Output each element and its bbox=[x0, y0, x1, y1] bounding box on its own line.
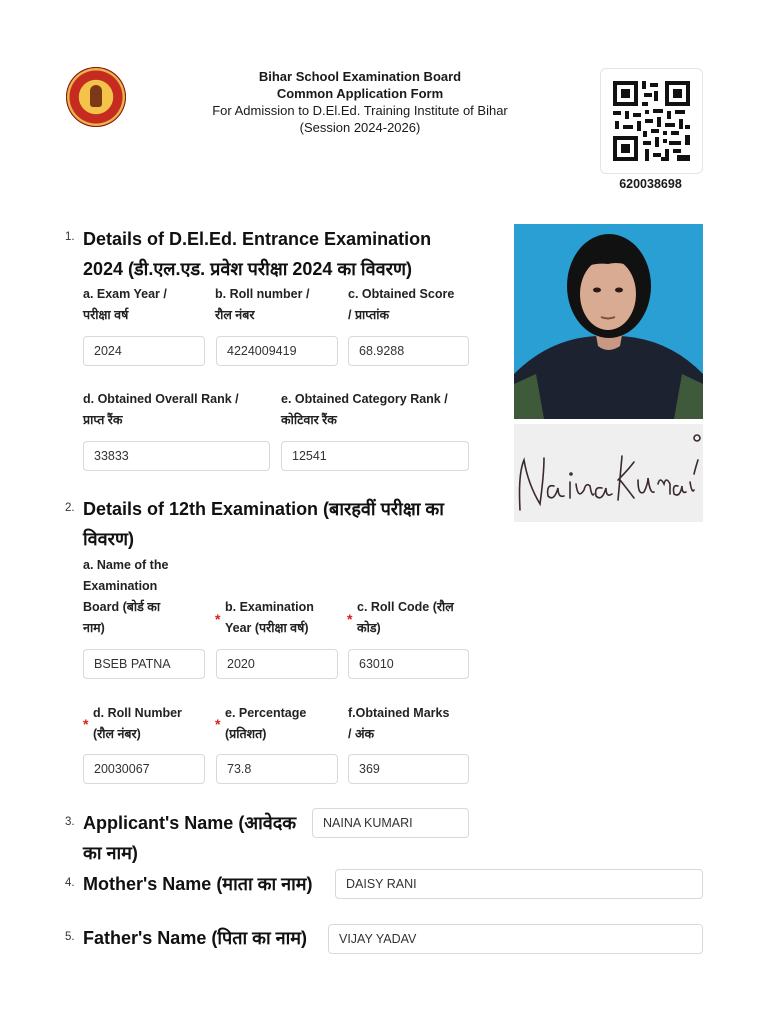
section-2-number: 2. bbox=[65, 502, 75, 514]
header-title-block bbox=[200, 68, 520, 136]
section-2-title-line2: विवरण) bbox=[83, 529, 135, 549]
obtained-marks-label: f.Obtained Marks / अंक bbox=[348, 706, 450, 741]
exam-year-12-label: b. Examination Year (परीक्षा वर्ष) bbox=[225, 600, 314, 635]
exam-year-field[interactable]: 2024 bbox=[83, 336, 205, 366]
required-marker: * bbox=[215, 716, 221, 732]
father-name-field[interactable]: VIJAY YADAV bbox=[328, 924, 703, 954]
required-marker: * bbox=[347, 611, 353, 627]
section-3-number: 3. bbox=[65, 816, 75, 828]
overall-rank-field[interactable]: 33833 bbox=[83, 441, 270, 471]
applicant-name-field[interactable]: NAINA KUMARI bbox=[312, 808, 469, 838]
category-rank-field[interactable]: 12541 bbox=[281, 441, 469, 471]
section-2-title bbox=[83, 494, 503, 554]
required-marker: * bbox=[215, 611, 221, 627]
mother-name-label: Mother's Name (माता का नाम) bbox=[83, 874, 313, 894]
section-2-title-line1: Details of 12th Examination (बारहवीं परीक्षा का bbox=[83, 499, 444, 519]
exam-board-label: a. Name of the Examination Board (बोर्ड का नाम) bbox=[83, 558, 169, 635]
category-rank-label: e. Obtained Category Rank / कोटिवार रैंक bbox=[281, 392, 448, 427]
applicant-photo bbox=[514, 224, 703, 419]
roll-number-field[interactable]: 4224009419 bbox=[216, 336, 338, 366]
section-1-title bbox=[83, 224, 513, 284]
section-1-title-line2: 2024 (डी.एल.एड. प्रवेश परीक्षा 2024 का विवरण) bbox=[83, 259, 412, 279]
exam-board-field[interactable]: BSEB PATNA bbox=[83, 649, 205, 679]
session-text: (Session 2024-2026) bbox=[299, 120, 421, 135]
mother-name-field[interactable]: DAISY RANI bbox=[335, 869, 703, 899]
section-5-number: 5. bbox=[65, 931, 75, 943]
overall-rank-label: d. Obtained Overall Rank / प्राप्त रैंक bbox=[83, 392, 239, 427]
qr-code bbox=[600, 68, 703, 174]
section-1-title-line1: Details of D.El.Ed. Entrance Examination bbox=[83, 229, 432, 249]
application-number: 620038698 bbox=[619, 177, 682, 191]
percentage-field[interactable]: 73.8 bbox=[216, 754, 338, 784]
applicant-name-label: Applicant's Name (आवेदक का नाम) bbox=[83, 813, 297, 863]
section-1-number: 1. bbox=[65, 231, 75, 243]
roll-code-field[interactable]: 63010 bbox=[348, 649, 469, 679]
obtained-score-label: c. Obtained Score / प्राप्तांक bbox=[348, 287, 455, 322]
roll-number-12-field[interactable]: 20030067 bbox=[83, 754, 205, 784]
roll-number-12-label: d. Roll Number (रौल नंबर) bbox=[93, 706, 182, 741]
father-name-label: Father's Name (पिता का नाम) bbox=[83, 928, 308, 948]
required-marker: * bbox=[83, 716, 89, 732]
applicant-signature bbox=[514, 424, 703, 522]
roll-number-label: b. Roll number / रौल नंबर bbox=[215, 287, 310, 322]
roll-code-label: c. Roll Code (रौल कोड) bbox=[357, 600, 454, 635]
board-name: Bihar School Examination Board bbox=[258, 69, 462, 84]
obtained-marks-field[interactable]: 369 bbox=[348, 754, 469, 784]
form-title: Common Application Form bbox=[276, 86, 444, 101]
exam-year-label: a. Exam Year / परीक्षा वर्ष bbox=[83, 287, 167, 322]
percentage-label: e. Percentage (प्रतिशत) bbox=[225, 706, 307, 741]
obtained-score-field[interactable]: 68.9288 bbox=[348, 336, 469, 366]
form-subtitle: For Admission to D.El.Ed. Training Institute of Bihar bbox=[212, 103, 508, 118]
exam-year-12-field[interactable]: 2020 bbox=[216, 649, 338, 679]
section-4-number: 4. bbox=[65, 877, 75, 889]
bseb-logo bbox=[66, 67, 126, 127]
